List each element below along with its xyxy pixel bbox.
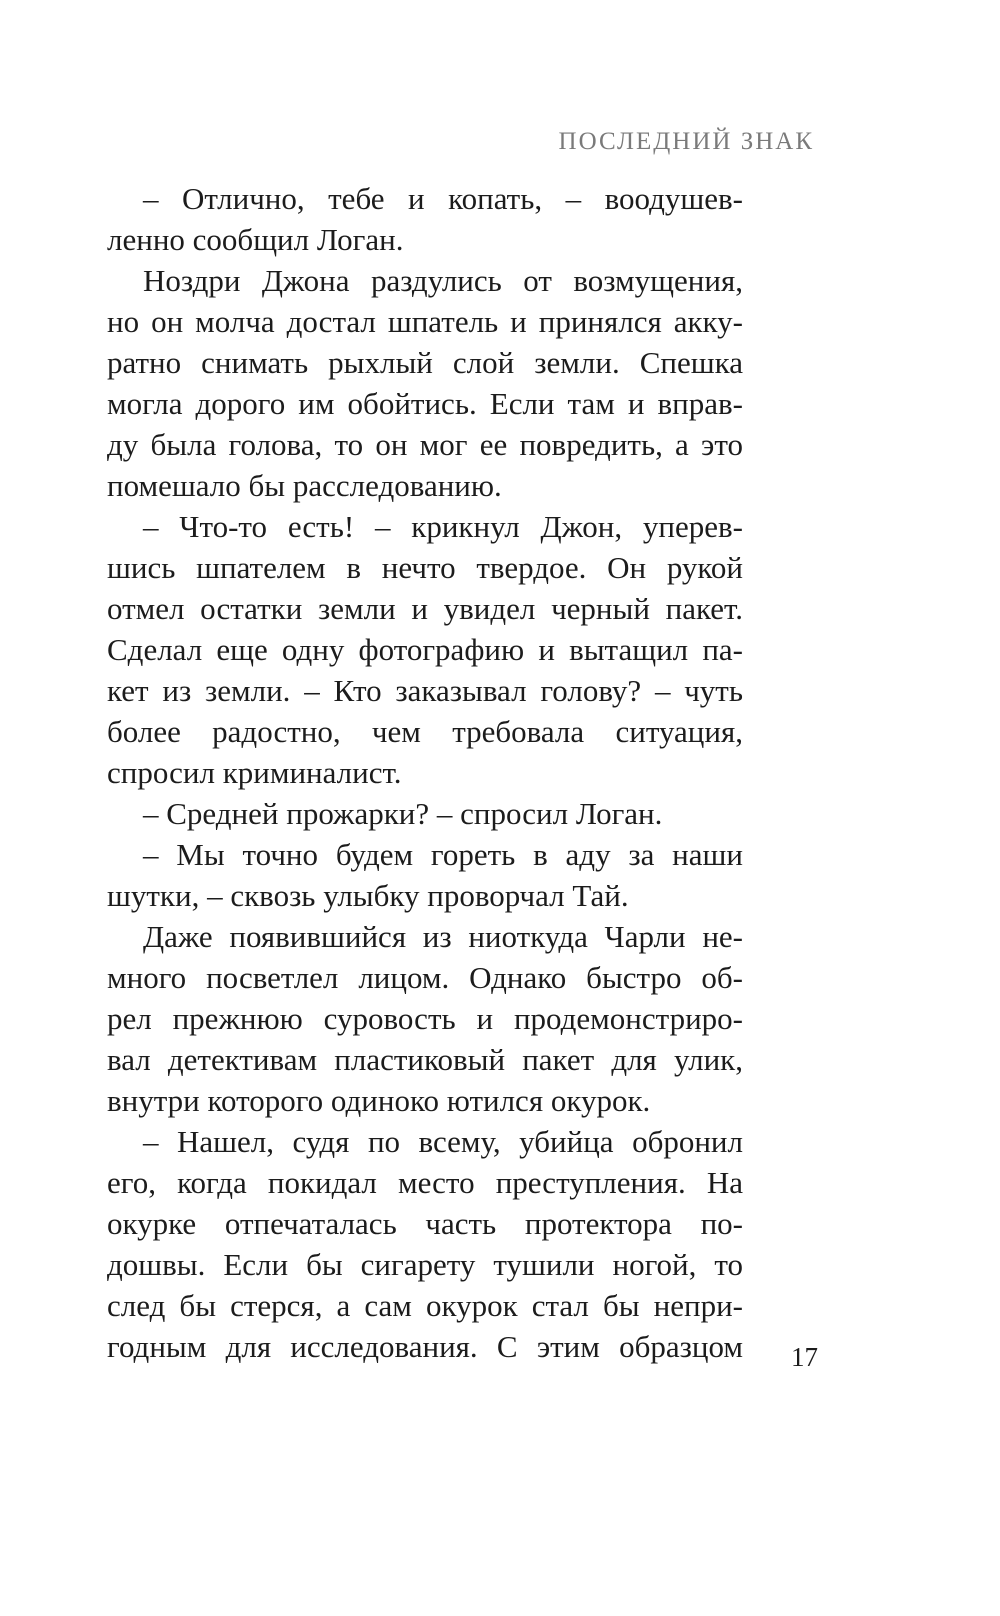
text-line: – Нашел, судя по всему, убийца обронил <box>143 1124 743 1159</box>
text-line: – Что-то есть! – крикнул Джон, уперев- <box>143 509 743 544</box>
running-head: ПОСЛЕДНИЙ ЗНАК <box>558 128 814 155</box>
text-line: ратно снимать рыхлый слой земли. Спешка <box>107 345 743 380</box>
text-line: дошвы. Если бы сигарету тушили ногой, то <box>107 1247 743 1282</box>
text-line: его, когда покидал место преступления. На <box>107 1165 743 1200</box>
text-line: но он молча достал шпатель и принялся акку- <box>107 304 743 339</box>
text-line: Сделал еще одну фотографию и вытащил па- <box>107 632 743 667</box>
text-line: могла дорого им обойтись. Если там и вправ- <box>107 386 743 421</box>
text-line: – Средней прожарки? – спросил Логан. <box>143 796 663 831</box>
text-line: спросил криминалист. <box>107 755 402 790</box>
text-line: Даже появившийся из ниоткуда Чарли не- <box>143 919 743 954</box>
page-number: 17 <box>791 1342 818 1372</box>
text-line: шутки, – сквозь улыбку проворчал Тай. <box>107 878 629 913</box>
text-line: внутри которого одиноко ютился окурок. <box>107 1083 651 1118</box>
text-line: рел прежнюю суровость и продемонстриро- <box>107 1001 743 1036</box>
text-line: – Отлично, тебе и копать, – воодушев- <box>143 181 743 216</box>
text-line: годным для исследования. С этим образцом <box>107 1329 743 1364</box>
text-line: окурке отпечаталась часть протектора по- <box>107 1206 743 1241</box>
text-line: кет из земли. – Кто заказывал голову? – чуть <box>107 673 743 708</box>
text-line: помешало бы расследованию. <box>107 468 502 503</box>
text-line: Ноздри Джона раздулись от возмущения, <box>143 263 743 298</box>
text-line: ду была голова, то он мог ее повредить, а это <box>107 427 743 462</box>
text-line: след бы стерся, а сам окурок стал бы непри- <box>107 1288 743 1323</box>
body-text <box>107 178 743 1367</box>
text-line: вал детективам пластиковый пакет для улик, <box>107 1042 743 1077</box>
text-line: шись шпателем в нечто твердое. Он рукой <box>107 550 743 585</box>
text-line: более радостно, чем требовала ситуация, <box>107 714 743 749</box>
text-line: ленно сообщил Логан. <box>107 222 404 257</box>
text-line: много посветлел лицом. Однако быстро об- <box>107 960 743 995</box>
text-line: отмел остатки земли и увидел черный пакет. <box>107 591 743 626</box>
text-line: – Мы точно будем гореть в аду за наши <box>143 837 743 872</box>
